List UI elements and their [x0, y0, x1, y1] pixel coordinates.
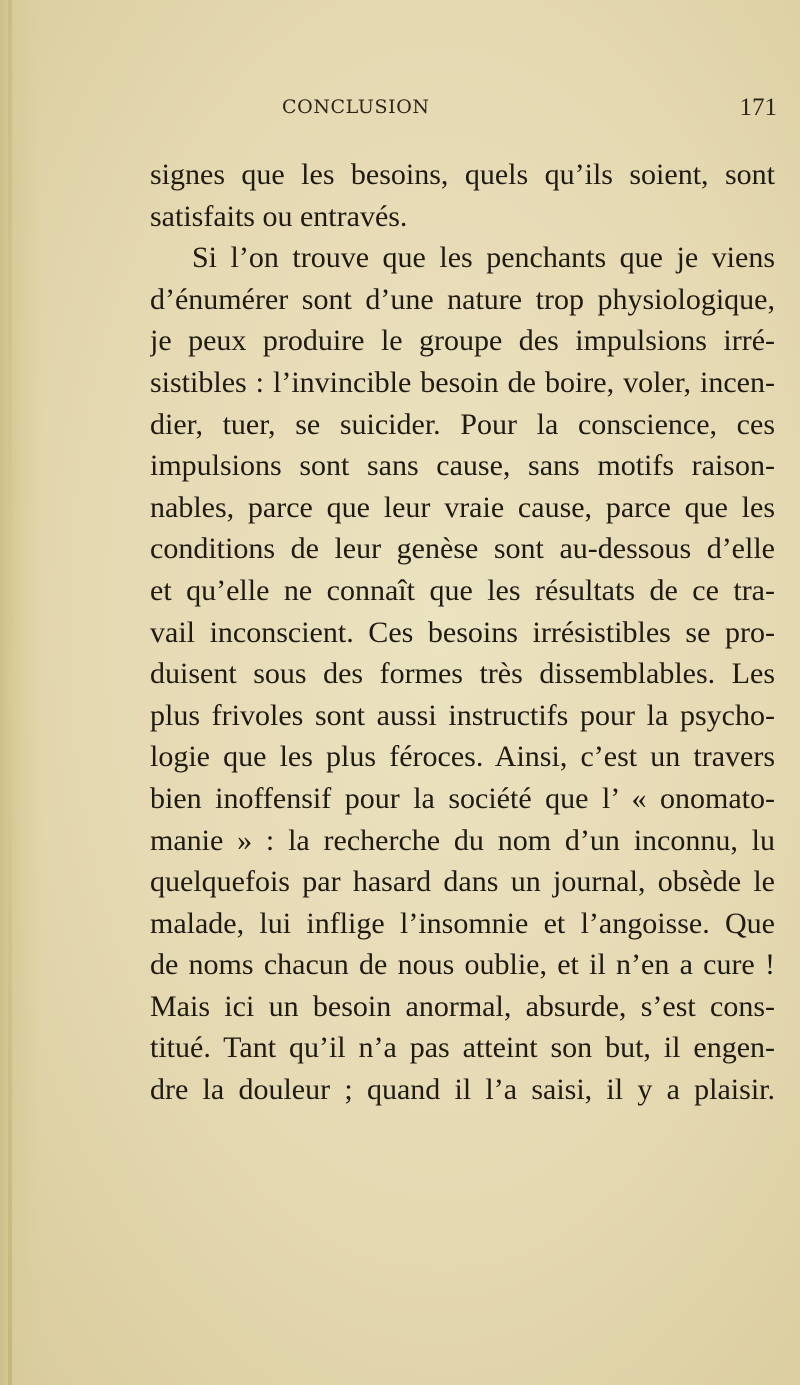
text-line: impulsions sont sans cause, sans motifs raison-: [150, 449, 775, 483]
text-line: signes que les besoins, quels qu’ils soient, sont: [150, 158, 775, 191]
text-line: dre la douleur ; quand il l’a saisi, il y a plaisir.: [150, 1073, 775, 1107]
text-line: de noms chacun de nous oublie, et il n’en a cure !: [150, 948, 775, 982]
text-line: quelquefois par hasard dans un journal, obsède le: [150, 865, 775, 899]
text-line: malade, lui inflige l’insomnie et l’angoisse. Que: [150, 906, 775, 940]
text-line: Si l’on trouve que les penchants que je viens: [192, 241, 775, 275]
text-line: conditions de leur genèse sont au-dessous d’elle: [150, 532, 775, 566]
text-line: bien inoffensif pour la société que l’ « onomato-: [150, 781, 775, 815]
text-line: d’énumérer sont d’une nature trop physiologique,: [150, 282, 775, 316]
text-line: vail inconscient. Ces besoins irrésistibles se pro-: [150, 615, 775, 649]
text-line: duisent sous des formes très dissemblables. Les: [150, 657, 775, 691]
body-text: [150, 154, 775, 1111]
spine-edge: [8, 0, 12, 1385]
text-line: nables, parce que leur vraie cause, parce que les: [150, 490, 775, 524]
text-line: dier, tuer, se suicider. Pour la conscience, ces: [150, 407, 775, 441]
text-line: sistibles : l’invincible besoin de boire, voler, incen-: [150, 365, 775, 399]
text-line: et qu’elle ne connaît que les résultats de ce tra-: [150, 573, 775, 607]
page-number: 171: [739, 94, 777, 121]
text-line: Mais ici un besoin anormal, absurde, s’est cons-: [150, 989, 775, 1023]
text-line: titué. Tant qu’il n’a pas atteint son but, il engen-: [150, 1031, 775, 1065]
text-line: manie » : la recherche du nom d’un inconnu, lu: [150, 823, 775, 857]
text-line: satisfaits ou entravés.: [150, 199, 408, 233]
page-header: [282, 96, 777, 136]
running-head: CONCLUSION: [282, 96, 430, 118]
text-line: logie que les plus féroces. Ainsi, c’est un travers: [150, 740, 775, 774]
text-line: plus frivoles sont aussi instructifs pour la psycho-: [150, 698, 775, 732]
text-line: je peux produire le groupe des impulsions irré-: [150, 324, 775, 358]
spine-shadow: [0, 0, 42, 1385]
